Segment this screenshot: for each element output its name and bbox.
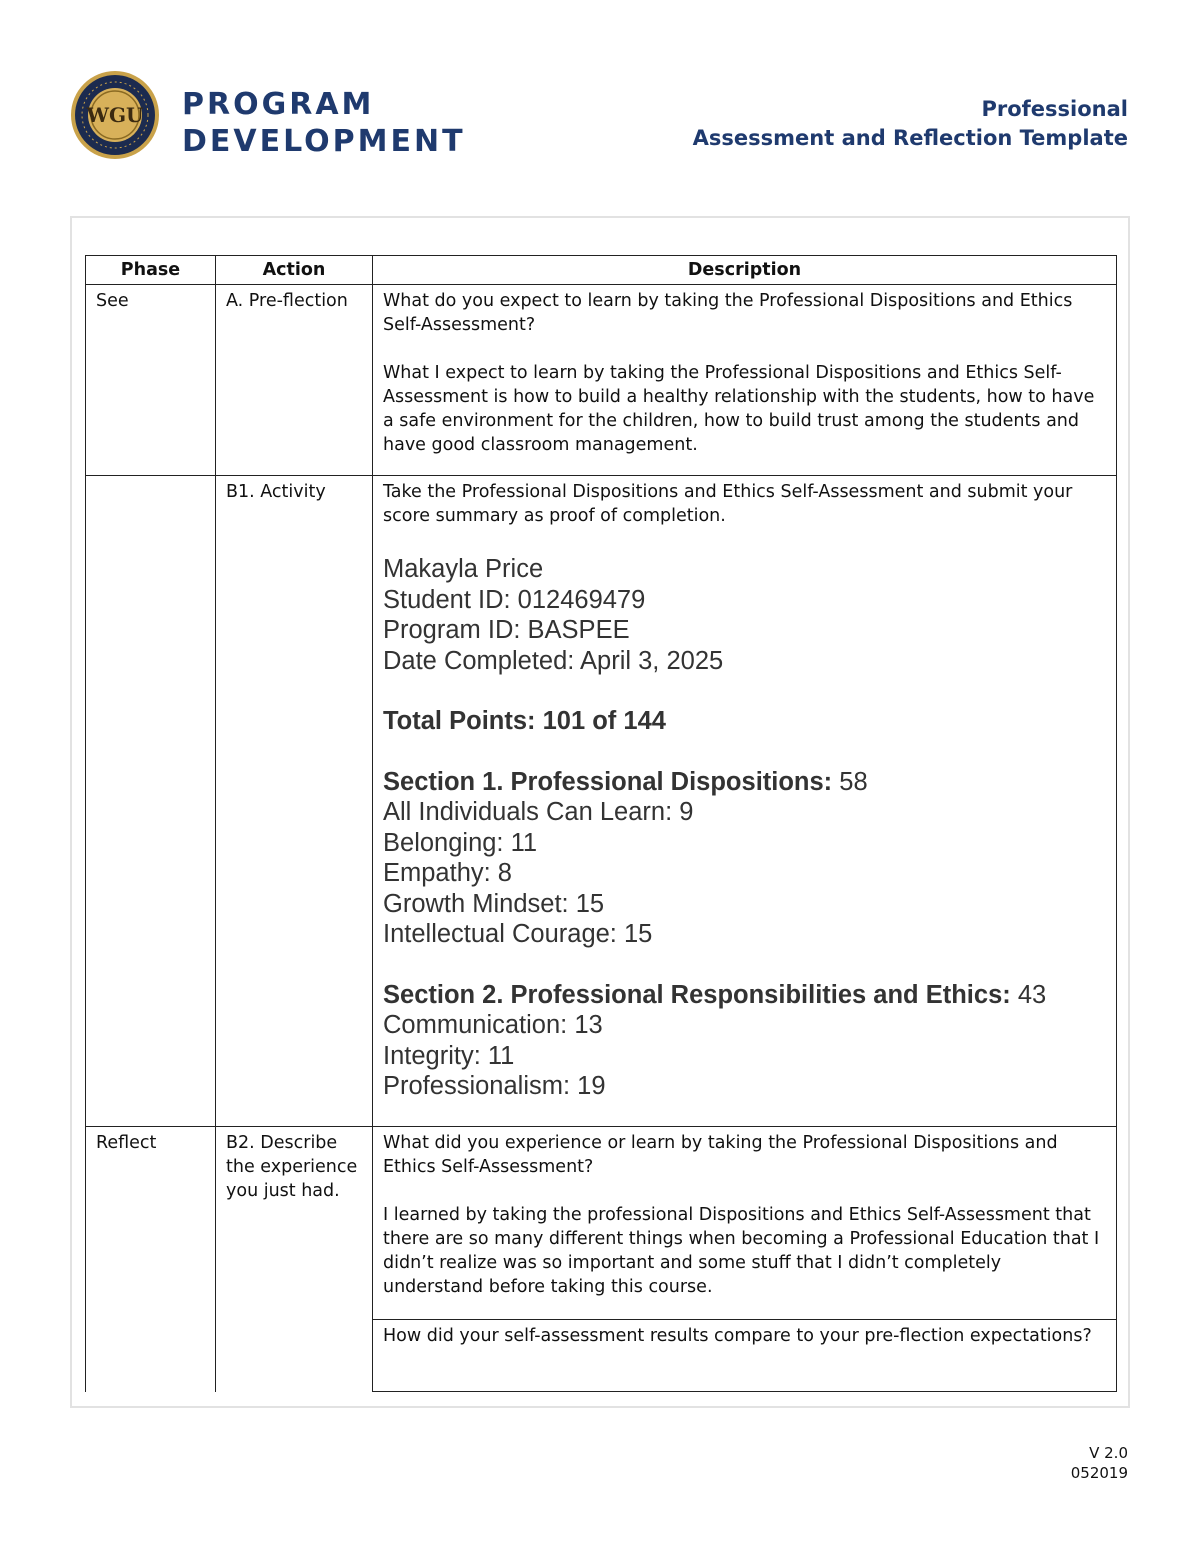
phase-cell bbox=[86, 476, 216, 1127]
version-code: 052019 bbox=[1070, 1464, 1128, 1482]
table-row bbox=[86, 1127, 1117, 1320]
section-1-value: 58 bbox=[832, 767, 868, 796]
table-header-row bbox=[86, 256, 1117, 285]
section-2-item: Professionalism: 19 bbox=[383, 1072, 606, 1100]
description-cell bbox=[373, 1127, 1117, 1320]
page-header bbox=[0, 0, 1200, 200]
description-cell bbox=[373, 476, 1117, 1127]
response-text: What I expect to learn by taking the Professional Dispositions and Ethics Self-Assessment is how to build a healthy relationship with the students, how to have a safe environment for the children, how to build trust among the students and have good classroom management. bbox=[383, 363, 1095, 455]
reflection-table bbox=[85, 255, 1117, 1392]
date-completed: Date Completed: April 3, 2025 bbox=[383, 646, 724, 675]
student-id: Student ID: 012469479 bbox=[383, 585, 646, 614]
prompt-text: What did you experience or learn by taking the Professional Dispositions and Ethics Self-Assessment? bbox=[383, 1133, 1058, 1177]
header-phase: Phase bbox=[86, 256, 216, 285]
document-title bbox=[693, 95, 1128, 153]
section-1-item: All Individuals Can Learn: 9 bbox=[383, 798, 694, 826]
svg-text:WGU: WGU bbox=[86, 103, 144, 127]
score-summary bbox=[383, 554, 1106, 1102]
section-2-item: Communication: 13 bbox=[383, 1011, 603, 1039]
table-row bbox=[86, 285, 1117, 476]
brand-line-1: PROGRAM bbox=[182, 87, 375, 122]
section-1-item: Intellectual Courage: 15 bbox=[383, 920, 653, 948]
student-name: Makayla Price bbox=[383, 555, 544, 583]
university-seal-icon bbox=[70, 70, 160, 160]
description-cell bbox=[373, 1320, 1117, 1392]
header-description: Description bbox=[373, 256, 1117, 285]
action-cell: B1. Activity bbox=[216, 476, 373, 1127]
header-action: Action bbox=[216, 256, 373, 285]
section-1-item: Empathy: 8 bbox=[383, 859, 512, 887]
version-number: V 2.0 bbox=[1089, 1444, 1128, 1462]
section-2-label: Section 2. Professional Responsibilities and Ethics: bbox=[383, 980, 1011, 1009]
section-1-label: Section 1. Professional Dispositions: bbox=[383, 767, 833, 796]
prompt-text: What do you expect to learn by taking the Professional Dispositions and Ethics Self-Assessment? bbox=[383, 291, 1073, 335]
title-line-1: Professional bbox=[981, 97, 1128, 121]
phase-cell: Reflect bbox=[86, 1127, 216, 1392]
section-1-item: Belonging: 11 bbox=[383, 828, 538, 857]
section-2-item: Integrity: 11 bbox=[383, 1041, 515, 1070]
action-cell: B2. Describe the experience you just had. bbox=[216, 1127, 373, 1392]
version-info bbox=[1071, 1443, 1128, 1483]
prompt-text: How did your self-assessment results compare to your pre-flection expectations? bbox=[383, 1326, 1092, 1346]
table-row bbox=[86, 476, 1117, 1127]
title-line-2: Assessment and Reflection Template bbox=[692, 126, 1128, 150]
brand-line-2: DEVELOPMENT bbox=[182, 124, 466, 159]
description-cell bbox=[373, 285, 1117, 476]
section-2-heading bbox=[383, 980, 1106, 1011]
response-text: I learned by taking the professional Dispositions and Ethics Self-Assessment that there are so many different things when becoming a Professional Education that I didn’t realize was so important and some stuff that I didn’t completely understand before taking this course. bbox=[383, 1205, 1100, 1297]
section-2-value: 43 bbox=[1010, 980, 1047, 1009]
brand-text bbox=[182, 86, 466, 160]
program-id: Program ID: BASPEE bbox=[383, 616, 630, 644]
phase-cell: See bbox=[86, 285, 216, 476]
prompt-text: Take the Professional Dispositions and Ethics Self-Assessment and submit your score summary as proof of completion. bbox=[383, 482, 1073, 526]
section-1-heading bbox=[383, 767, 1106, 798]
section-1-item: Growth Mindset: 15 bbox=[383, 889, 605, 918]
total-points: Total Points: 101 of 144 bbox=[383, 707, 666, 735]
action-cell: A. Pre-flection bbox=[216, 285, 373, 476]
